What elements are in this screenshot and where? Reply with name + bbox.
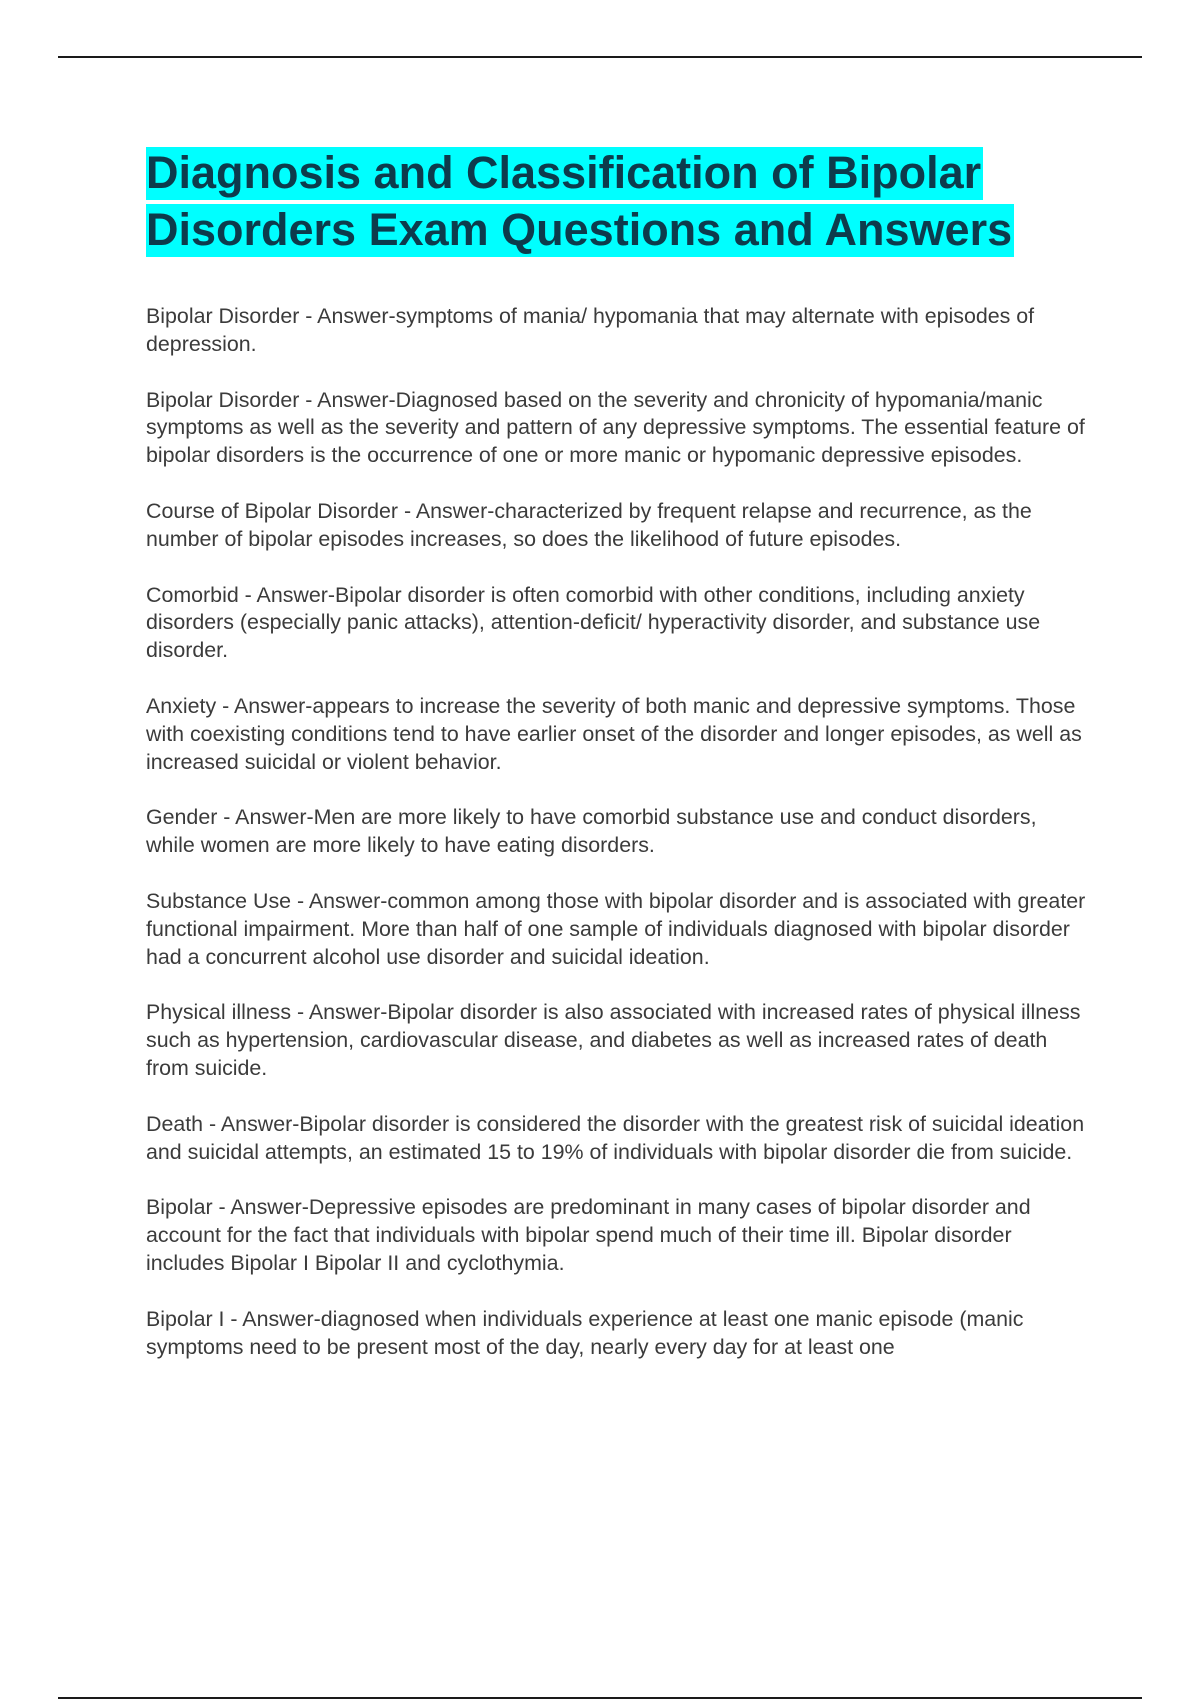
qa-entry-death: Death - Answer-Bipolar disorder is considered the disorder with the greatest risk of suicidal ideation and suicidal attempts, an estimated 15 to 19% of individuals with bipolar disorder die from suicide. xyxy=(146,1111,1085,1164)
qa-entry-physical-illness: Physical illness - Answer-Bipolar disorder is also associated with increased rates of physical illness such as hypertension, cardiovascular disease, and diabetes as well as increased rates of death from suicide. xyxy=(146,1000,1081,1080)
qa-list xyxy=(146,303,1086,1389)
qa-entry-bipolar-disorder-1: Bipolar Disorder - Answer-symptoms of mania/ hypomania that may alternate with episodes of depression. xyxy=(146,304,1035,356)
qa-entry-bipolar-i: Bipolar I - Answer-diagnosed when individuals experience at least one manic episode (manic symptoms need to be present most of the day, nearly every day for at least one xyxy=(146,1306,1024,1359)
qa-entry-bipolar-disorder-2: Bipolar Disorder - Answer-Diagnosed based on the severity and chronicity of hypomania/manic symptoms as well as the severity and pattern of any depressive symptoms. The essential feature of bipolar disorders is the occurrence of one or more manic or hypomanic depressive episodes. xyxy=(146,387,1085,468)
qa-entry-anxiety: Anxiety - Answer-appears to increase the severity of both manic and depressive symptoms. Those with coexisting conditions tend to have earlier onset of the disorder and longer episodes, as well as increased suicidal or violent behavior. xyxy=(146,693,1082,774)
title-highlight: Diagnosis and Classification of Bipolar Disorders Exam Questions and Answers xyxy=(146,147,1013,255)
qa-entry-bipolar: Bipolar - Answer-Depressive episodes are predominant in many cases of bipolar disorder and account for the fact that individuals with bipolar spend much of their time ill. Bipolar disorder includes Bipolar I Bipolar II and cyclothymia. xyxy=(146,1195,1031,1275)
document-title xyxy=(146,144,1086,258)
title-block xyxy=(146,144,1086,258)
qa-entry-gender: Gender - Answer-Men are more likely to have comorbid substance use and conduct disorders, while women are more likely to have eating disorders. xyxy=(146,805,1037,858)
footer-rule xyxy=(58,1697,1142,1699)
qa-entry-comorbid: Comorbid - Answer-Bipolar disorder is often comorbid with other conditions, including anxiety disorders (especially panic attacks), attention-deficit/ hyperactivity disorder, and substance use disorder. xyxy=(146,582,1041,663)
qa-entry-course: Course of Bipolar Disorder - Answer-characterized by frequent relapse and recurrence, as the number of bipolar episodes increases, so does the likelihood of future episodes. xyxy=(146,498,1032,551)
qa-entry-substance-use: Substance Use - Answer-common among those with bipolar disorder and is associated with greater functional impairment. More than half of one sample of individuals diagnosed with bipolar disorder had a concurrent alcohol use disorder and suicidal ideation. xyxy=(146,888,1086,969)
header-rule xyxy=(58,56,1142,58)
